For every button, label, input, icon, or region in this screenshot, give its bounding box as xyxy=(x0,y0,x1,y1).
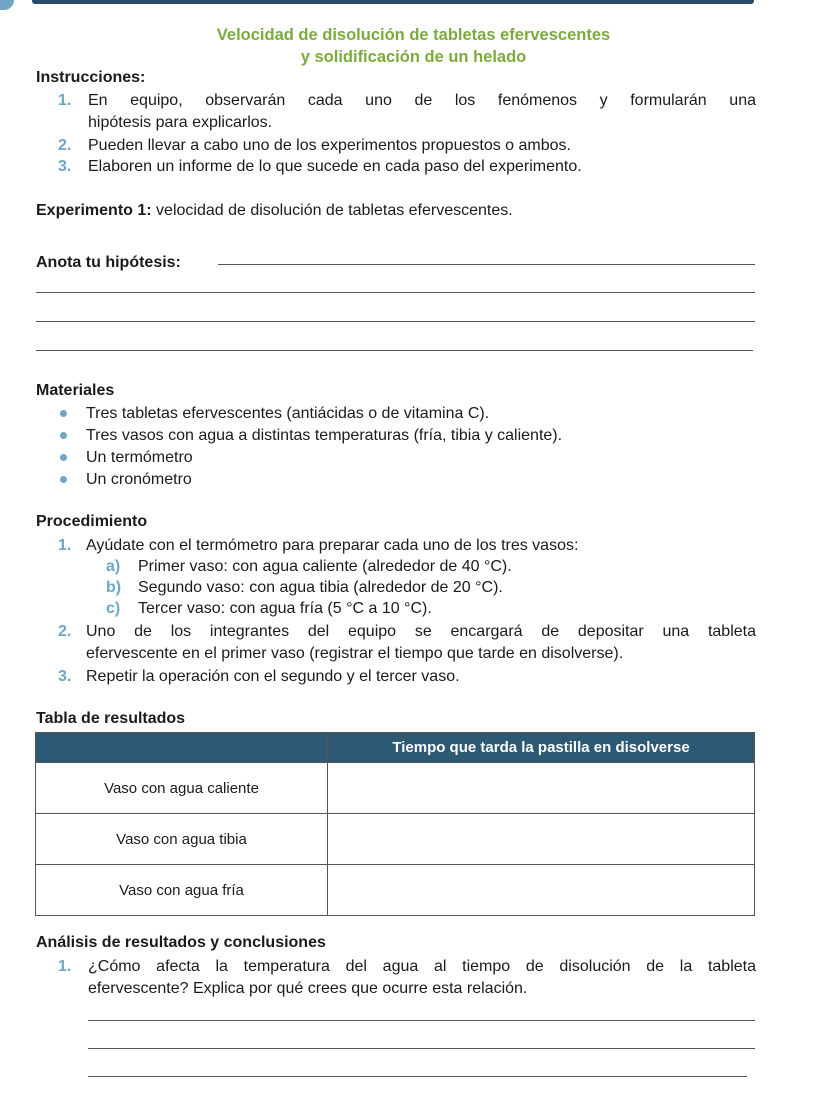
instruction-item-1 xyxy=(58,90,758,111)
row-value-cell[interactable] xyxy=(328,814,755,865)
bullet-icon xyxy=(60,432,67,439)
procedure-text: Repetir la operación con el segundo y el tercer vaso. xyxy=(86,668,460,685)
procedure-heading: Procedimiento xyxy=(36,513,148,530)
table-row xyxy=(36,763,755,814)
sub-text: Tercer vaso: con agua fría (5 °C a 10 °C). xyxy=(138,600,432,617)
question-number: 1. xyxy=(58,958,72,975)
instruction-number: 3. xyxy=(58,158,72,175)
procedure-sub-a xyxy=(106,556,512,577)
procedure-number: 1. xyxy=(58,537,72,554)
analysis-heading: Análisis de resultados y conclusiones xyxy=(36,934,326,951)
instruction-number: 2. xyxy=(58,137,72,154)
procedure-step-2 xyxy=(58,621,758,642)
hypothesis-line-3[interactable] xyxy=(36,321,755,322)
answer-line-3[interactable] xyxy=(88,1076,747,1077)
instruction-text-cont: hipótesis para explicarlos. xyxy=(88,114,273,131)
procedure-text: Ayúdate con el termómetro para preparar cada uno de los tres vasos: xyxy=(86,537,579,554)
procedure-sub-b xyxy=(106,577,503,598)
table-header-time: Tiempo que tarda la pastilla en disolverse xyxy=(328,733,755,763)
table-row xyxy=(36,814,755,865)
question-text: ¿Cómo afecta la temperatura del agua al tiempo de disolución de la tableta xyxy=(88,958,756,975)
instruction-number: 1. xyxy=(58,92,72,109)
row-value-cell[interactable] xyxy=(328,865,755,916)
procedure-number: 2. xyxy=(58,623,72,640)
procedure-step-3 xyxy=(58,666,460,687)
row-label: Vaso con agua caliente xyxy=(36,763,328,814)
hypothesis-line-4[interactable] xyxy=(36,350,753,351)
table-header-row xyxy=(36,733,755,763)
experiment-label: Experimento 1: xyxy=(36,202,152,219)
bullet-icon xyxy=(60,454,67,461)
page-title-line1: Velocidad de disolución de tabletas efervescentes xyxy=(216,26,611,44)
sub-label: a) xyxy=(106,558,121,575)
row-value-cell[interactable] xyxy=(328,763,755,814)
results-table xyxy=(35,732,755,916)
instruction-item-3 xyxy=(58,156,582,177)
instruction-item-2 xyxy=(58,135,571,156)
table-row xyxy=(36,865,755,916)
bullet-icon xyxy=(60,410,67,417)
row-label: Vaso con agua fría xyxy=(36,865,328,916)
header-bar xyxy=(32,0,754,4)
bullet-icon xyxy=(60,476,67,483)
procedure-sub-c xyxy=(106,598,432,619)
corner-decoration xyxy=(0,0,14,10)
sub-text: Segundo vaso: con agua tibia (alrededor de 20 °C). xyxy=(138,579,503,596)
answer-line-1[interactable] xyxy=(88,1020,755,1021)
instruction-text: Elaboren un informe de lo que sucede en cada paso del experimento. xyxy=(88,158,582,175)
sub-label: b) xyxy=(106,579,122,596)
procedure-text: Uno de los integrantes del equipo se encargará de depositar una tableta xyxy=(86,623,756,640)
materials-heading: Materiales xyxy=(36,382,115,399)
instructions-heading: Instrucciones: xyxy=(36,69,146,86)
hypothesis-label: Anota tu hipótesis: xyxy=(36,254,181,271)
sub-text: Primer vaso: con agua caliente (alrededor de 40 °C). xyxy=(138,558,512,575)
procedure-text-cont: efervescente en el primer vaso (registrar el tiempo que tarde en disolverse). xyxy=(86,645,624,662)
hypothesis-line-2[interactable] xyxy=(36,292,755,293)
procedure-number: 3. xyxy=(58,668,72,685)
table-header-blank xyxy=(36,733,328,763)
hypothesis-line-1[interactable] xyxy=(218,264,755,265)
instruction-text: En equipo, observarán cada uno de los fenómenos y formularán una xyxy=(88,92,756,109)
question-text-cont: efervescente? Explica por qué crees que ocurre esta relación. xyxy=(88,980,528,997)
instruction-text: Pueden llevar a cabo uno de los experimentos propuestos o ambos. xyxy=(88,137,571,154)
analysis-question-1 xyxy=(58,956,758,977)
experiment-title xyxy=(36,200,513,221)
experiment-text: velocidad de disolución de tabletas efervescentes. xyxy=(151,202,513,219)
answer-line-2[interactable] xyxy=(88,1048,755,1049)
sub-label: c) xyxy=(106,600,121,617)
page-title-line2: y solidificación de un helado xyxy=(300,48,527,66)
results-heading: Tabla de resultados xyxy=(36,710,186,727)
procedure-step-1 xyxy=(58,535,579,556)
row-label: Vaso con agua tibia xyxy=(36,814,328,865)
